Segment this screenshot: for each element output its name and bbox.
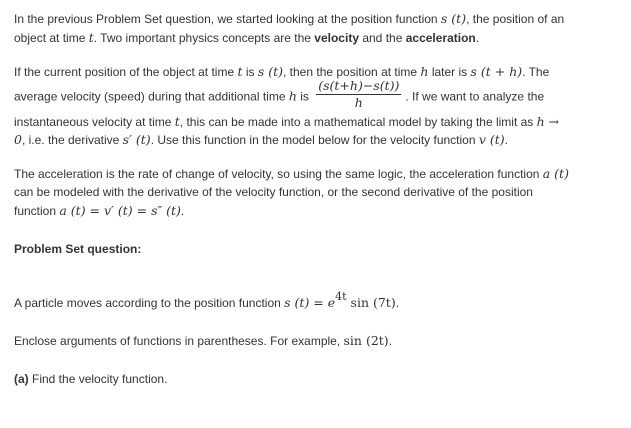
intro-text-2: , the position of an object at time <box>14 12 565 45</box>
intro-paragraph <box>14 10 574 47</box>
math-t: t <box>174 113 180 129</box>
bold-velocity: velocity <box>314 30 359 45</box>
enclose-text-1: Enclose arguments of functions in parentheses. For example, <box>14 334 344 348</box>
enclose-instruction <box>14 332 574 351</box>
intro-text-3: . Two important physics concepts are the <box>93 30 315 45</box>
vel-text-4: later is <box>428 65 471 79</box>
math-v-of-t: v (t) <box>478 132 505 147</box>
vel-text-6: is <box>296 89 313 104</box>
math-exponent: 4t <box>335 289 347 303</box>
vel-text-1: If the current position of the object at time <box>14 65 238 79</box>
math-acceleration-equation: a (t) = v′ (t) = s″ (t) <box>59 202 181 218</box>
problem-set-heading <box>14 240 574 259</box>
vel-text-7: . If we want to analyze the instantaneous velocity at time <box>14 89 545 129</box>
particle-paragraph <box>14 290 574 313</box>
fraction-numerator: (s(t+h)−s(t)) <box>318 77 400 93</box>
vel-text-9: , i.e. the derivative <box>21 133 123 147</box>
math-sin-example: sin (2t) <box>343 333 389 348</box>
acc-text-2: can be modeled with the derivative of the velocity function, or the second derivative of the position function <box>14 185 533 218</box>
vel-text-10: . Use this function in the model below for the velocity function <box>150 133 479 147</box>
acc-text-1: The acceleration is the rate of change of velocity, so using the same logic, the acceleration function <box>14 166 543 181</box>
math-s-t-plus-h: s (t + h) <box>470 64 523 79</box>
math-h: h <box>288 88 297 104</box>
vel-text-8: , this can be made into a mathematical model by taking the limit as <box>179 114 537 129</box>
particle-text-2: . <box>395 295 400 310</box>
math-s-of-t: s (t) <box>257 64 283 79</box>
vel-text-3: , then the position at time <box>283 65 421 79</box>
fraction-denominator: h <box>354 94 363 110</box>
math-sine-term: sin (7t) <box>346 294 396 310</box>
problem-content <box>14 10 574 388</box>
math-position-lhs: s (t) = e <box>284 294 336 310</box>
math-s-prime: s′ (t) <box>122 132 151 147</box>
acceleration-paragraph <box>14 165 574 221</box>
math-s-of-t: s (t) <box>440 11 467 26</box>
part-a-question <box>14 370 574 389</box>
math-h-to-zero: h → 0 <box>14 113 560 147</box>
math-t: t <box>88 29 94 45</box>
math-a-of-t: a (t) <box>542 165 569 181</box>
bold-acceleration: acceleration <box>405 30 476 45</box>
particle-text-1: A particle moves according to the position function <box>14 295 285 310</box>
enclose-text-2: . <box>388 334 393 348</box>
problem-set-heading-text: Problem Set question: <box>14 242 142 256</box>
math-t: t <box>237 64 243 79</box>
vel-text-2: is <box>242 65 258 79</box>
acc-text-3: . <box>180 203 185 218</box>
intro-text-5: . <box>475 30 480 45</box>
velocity-paragraph <box>14 63 574 150</box>
intro-text-1: In the previous Problem Set question, we started looking at the position function <box>14 12 441 26</box>
intro-text-4: and the <box>359 30 406 45</box>
vel-text-5: . The average velocity (speed) during that additional time <box>14 65 550 104</box>
part-a-label: (a) <box>14 371 29 386</box>
part-a-text: Find the velocity function. <box>28 371 168 386</box>
math-h: h <box>420 64 429 79</box>
vel-text-11: . <box>504 133 509 147</box>
average-velocity-fraction <box>316 79 401 110</box>
